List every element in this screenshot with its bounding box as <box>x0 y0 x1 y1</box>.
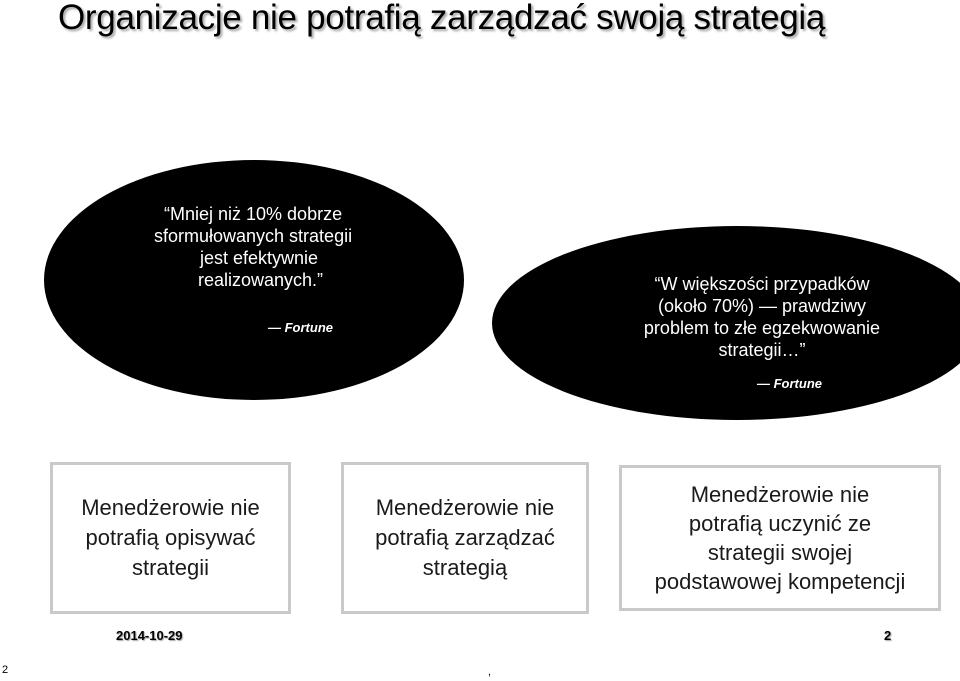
box-line: Menedżerowie nie <box>81 495 260 520</box>
quote-text-right <box>602 273 922 361</box>
box-line: Menedżerowie nie <box>690 482 870 507</box>
footer-date: 2014-10-29 <box>116 628 183 643</box>
box-line: podstawowej kompetencji <box>654 569 906 594</box>
box-line: potrafią opisywać <box>85 525 256 550</box>
page-corner-number: 2 <box>2 664 9 676</box>
problem-box-competence <box>619 465 941 611</box>
page-mark-comma: , <box>488 666 492 678</box>
problem-box-manage <box>341 462 589 614</box>
footer-page-number: 2 <box>884 628 892 643</box>
quote-line: strategii…” <box>718 340 806 360</box>
box-line: strategii swojej <box>707 540 853 565</box>
box-line: Menedżerowie nie <box>375 495 555 520</box>
quote-line: realizowanych.” <box>198 270 324 290</box>
problem-box-text <box>81 493 260 583</box>
quote-line: sformułowanych strategii <box>154 226 353 246</box>
quote-oval-right <box>492 226 960 420</box>
slide-title: Organizacje nie potrafią zarządzać swoją strategią <box>58 0 826 37</box>
quote-line: jest efektywnie <box>200 248 319 268</box>
problem-box-describe <box>50 462 291 614</box>
box-line: potrafią uczynić ze <box>688 511 872 536</box>
quote-line: (około 70%) — prawdziwy <box>657 296 867 316</box>
box-line: strategią <box>422 555 508 580</box>
quote-text-left <box>148 203 408 291</box>
box-line: potrafią zarządzać <box>375 525 555 550</box>
problem-box-text <box>375 493 555 583</box>
quote-line: “W większości przypadków <box>654 274 870 294</box>
quote-attribution-right: — Fortune <box>757 376 822 391</box>
quote-attribution-left: — Fortune <box>268 320 333 335</box>
problem-box-text <box>655 480 906 596</box>
box-line: strategii <box>131 555 210 580</box>
quote-oval-left <box>44 160 464 400</box>
quote-line: problem to złe egzekwowanie <box>643 318 881 338</box>
quote-line: “Mniej niż 10% dobrze <box>164 204 343 224</box>
